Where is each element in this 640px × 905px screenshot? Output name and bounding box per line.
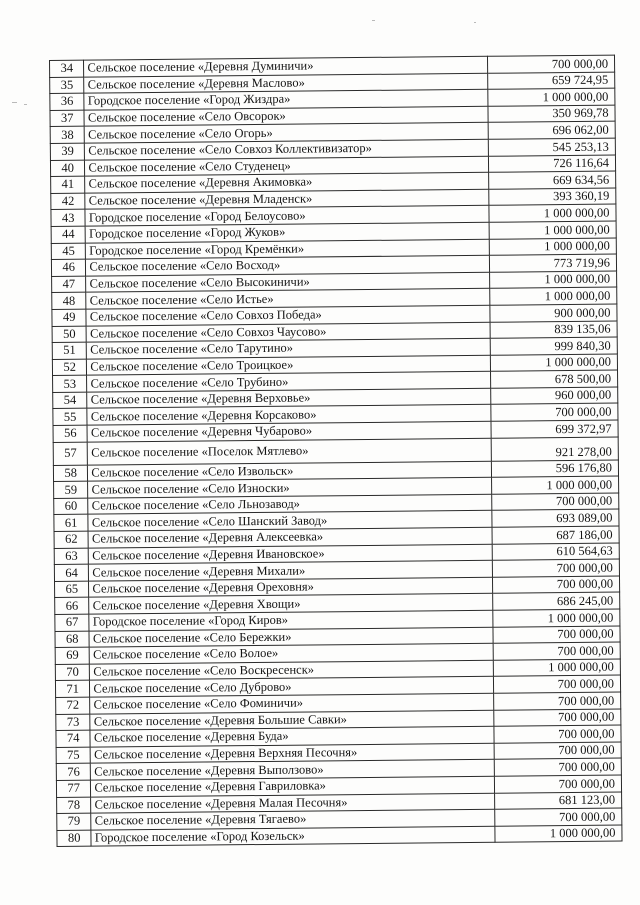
- row-number: 76: [56, 763, 91, 780]
- settlement-name: Сельское поселение «Деревня Большие Савки»: [90, 710, 494, 730]
- allocation-amount: 699 372,97: [491, 420, 618, 438]
- settlement-name: Сельское поселение «Поселок Мятлево»: [88, 438, 492, 465]
- row-number: 62: [54, 531, 89, 548]
- allocation-amount: 700 000,00: [494, 709, 621, 727]
- settlement-name: Городское поселение «Город Киров»: [89, 610, 493, 630]
- allocation-amount: 610 564,63: [493, 543, 620, 561]
- scan-artifact: [372, 20, 375, 21]
- allocation-amount: 700 000,00: [493, 626, 620, 644]
- allocation-amount: 726 116,64: [489, 155, 616, 173]
- row-number: 75: [56, 747, 91, 764]
- row-number: 47: [52, 276, 87, 293]
- row-number: 38: [50, 127, 85, 144]
- allocation-amount: 596 176,80: [492, 460, 619, 478]
- allocation-amount: 700 000,00: [495, 758, 622, 776]
- allocation-amount: 700 000,00: [491, 404, 618, 422]
- settlement-name: Сельское поселение «Село Шанский Завод»: [88, 511, 492, 531]
- allocation-amount: 773 719,96: [490, 254, 617, 272]
- row-number: 50: [52, 326, 87, 343]
- allocation-amount: 545 253,13: [489, 138, 616, 156]
- settlement-name: Сельское поселение «Деревня Акимовка»: [85, 172, 489, 192]
- row-number: 60: [54, 498, 89, 515]
- allocation-amount: 900 000,00: [490, 304, 617, 322]
- allocation-amount: 700 000,00: [488, 55, 615, 73]
- settlement-name: Сельское поселение «Деревня Верховье»: [87, 388, 491, 408]
- row-number: 54: [53, 392, 88, 409]
- allocation-amount: 1 000 000,00: [494, 659, 621, 677]
- row-number: 61: [54, 515, 89, 532]
- allocation-amount: 921 278,00: [492, 437, 619, 461]
- allocation-amount: 1 000 000,00: [490, 238, 617, 256]
- row-number: 51: [52, 342, 87, 359]
- row-number: 64: [54, 564, 89, 581]
- allocation-amount: 659 724,95: [488, 72, 615, 90]
- row-number: 53: [53, 375, 88, 392]
- row-number: 55: [53, 409, 88, 426]
- settlement-name: Сельское поселение «Деревня Ивановское»: [89, 544, 493, 564]
- row-number: 68: [55, 631, 90, 648]
- row-number: 80: [57, 830, 92, 847]
- row-number: 41: [51, 176, 86, 193]
- allocation-amount: 700 000,00: [494, 742, 621, 760]
- allocation-amount: 693 089,00: [492, 509, 619, 527]
- settlement-name: Сельское поселение «Деревня Тягаево»: [91, 809, 495, 829]
- row-number: 70: [55, 664, 90, 681]
- allocation-table: [49, 55, 623, 848]
- allocation-amount: 1 000 000,00: [489, 204, 616, 222]
- settlement-name: Сельское поселение «Село Восход»: [86, 255, 490, 275]
- settlement-name: Сельское поселение «Деревня Алексеевка»: [88, 527, 492, 547]
- allocation-amount: 700 000,00: [492, 493, 619, 511]
- row-number: 59: [54, 481, 89, 498]
- settlement-name: Сельское поселение «Деревня Хвощи»: [89, 594, 493, 614]
- row-number: 65: [55, 581, 90, 598]
- row-number: 39: [50, 143, 85, 160]
- allocation-amount: 687 186,00: [492, 526, 619, 544]
- settlement-name: Городское поселение «Город Белоусово»: [85, 206, 489, 226]
- settlement-name: Сельское поселение «Село Совхоз Чаусово»: [86, 322, 490, 342]
- settlement-name: Сельское поселение «Село Истье»: [86, 289, 490, 309]
- settlement-name: Сельское поселение «Село Совхоз Коллективизатор»: [85, 139, 489, 159]
- settlement-name: Городское поселение «Город Кремёнки»: [86, 239, 490, 259]
- scan-artifact: [474, 22, 476, 23]
- scan-artifact: [12, 102, 17, 103]
- settlement-name: Сельское поселение «Деревня Маслово»: [84, 73, 488, 93]
- row-number: 34: [50, 60, 85, 77]
- settlement-name: Сельское поселение «Деревня Думиничи»: [84, 56, 488, 76]
- allocation-amount: 678 500,00: [491, 370, 618, 388]
- settlement-name: Сельское поселение «Деревня Корсаково»: [87, 405, 491, 425]
- row-number: 77: [56, 780, 91, 797]
- row-number: 57: [53, 442, 88, 465]
- row-number: 35: [50, 77, 85, 94]
- row-number: 74: [56, 730, 91, 747]
- row-number: 72: [56, 697, 91, 714]
- table-body: [50, 55, 623, 847]
- settlement-name: Сельское поселение «Село Овсорок»: [84, 106, 488, 126]
- settlement-name: Сельское поселение «Село Огорь»: [85, 123, 489, 143]
- row-number: 71: [55, 681, 90, 698]
- settlement-name: Сельское поселение «Село Высокиничи»: [86, 272, 490, 292]
- settlement-name: Сельское поселение «Село Тарутино»: [87, 338, 491, 358]
- settlement-name: Сельское поселение «Село Волое»: [90, 643, 494, 663]
- settlement-name: Сельское поселение «Село Совхоз Победа»: [86, 305, 490, 325]
- row-number: 43: [51, 210, 86, 227]
- allocation-amount: 700 000,00: [495, 775, 622, 793]
- allocation-amount: 999 840,30: [491, 337, 618, 355]
- row-number: 63: [54, 548, 89, 565]
- row-number: 45: [51, 243, 86, 260]
- allocation-amount: 839 135,06: [490, 321, 617, 339]
- allocation-amount: 1 000 000,00: [495, 825, 622, 843]
- row-number: 66: [55, 598, 90, 615]
- settlement-name: Сельское поселение «Деревня Михали»: [89, 560, 493, 580]
- row-number: 78: [57, 797, 92, 814]
- allocation-amount: 1 000 000,00: [491, 354, 618, 372]
- settlement-name: Сельское поселение «Деревня Выползово»: [91, 760, 495, 780]
- row-number: 58: [53, 465, 88, 482]
- allocation-amount: 350 969,78: [488, 105, 615, 123]
- row-number: 48: [52, 292, 87, 309]
- allocation-amount: 700 000,00: [494, 675, 621, 693]
- settlement-name: Сельское поселение «Деревня Чубарово»: [87, 421, 491, 441]
- allocation-amount: 700 000,00: [495, 808, 622, 826]
- row-number: 79: [57, 813, 92, 830]
- scan-artifact: [24, 104, 27, 105]
- row-number: 46: [51, 259, 86, 276]
- settlement-name: Сельское поселение «Село Воскресенск»: [90, 660, 494, 680]
- row-number: 36: [50, 93, 85, 110]
- settlement-name: Городское поселение «Город Жиздра»: [84, 89, 488, 109]
- row-number: 49: [52, 309, 87, 326]
- settlement-name: Сельское поселение «Деревня Младенск»: [85, 189, 489, 209]
- allocation-amount: 1 000 000,00: [493, 609, 620, 627]
- settlement-name: Городское поселение «Город Козельск»: [91, 826, 495, 846]
- settlement-name: Сельское поселение «Село Троицкое»: [87, 355, 491, 375]
- allocation-amount: 1 000 000,00: [488, 88, 615, 106]
- row-number: 73: [56, 714, 91, 731]
- allocation-amount: 1 000 000,00: [492, 476, 619, 494]
- allocation-amount: 1 000 000,00: [489, 221, 616, 239]
- row-number: 67: [55, 614, 90, 631]
- settlement-name: Сельское поселение «Деревня Верхняя Песочня»: [91, 743, 495, 763]
- allocation-amount: 700 000,00: [493, 576, 620, 594]
- settlement-name: Сельское поселение «Село Дуброво»: [90, 677, 494, 697]
- row-number: 37: [50, 110, 85, 127]
- row-number: 42: [51, 193, 86, 210]
- allocation-amount: 700 000,00: [494, 692, 621, 710]
- allocation-amount: 696 062,00: [488, 121, 615, 139]
- settlement-name: Сельское поселение «Село Бережки»: [89, 627, 493, 647]
- allocation-amount: 669 634,56: [489, 171, 616, 189]
- row-number: 40: [50, 160, 85, 177]
- allocation-amount: 1 000 000,00: [490, 287, 617, 305]
- row-number: 56: [53, 425, 88, 442]
- row-number: 52: [52, 359, 87, 376]
- settlement-name: Сельское поселение «Село Фоминичи»: [90, 693, 494, 713]
- settlement-name: Сельское поселение «Деревня Ореховня»: [89, 577, 493, 597]
- allocation-amount: 686 245,00: [493, 592, 620, 610]
- allocation-amount: 393 360,19: [489, 188, 616, 206]
- allocation-amount: 700 000,00: [493, 642, 620, 660]
- table-container: [49, 55, 628, 848]
- allocation-amount: 1 000 000,00: [490, 271, 617, 289]
- settlement-name: Городское поселение «Город Жуков»: [86, 222, 490, 242]
- settlement-name: Сельское поселение «Село Льнозавод»: [88, 494, 492, 514]
- settlement-name: Сельское поселение «Село Трубино»: [87, 372, 491, 392]
- allocation-amount: 700 000,00: [494, 725, 621, 743]
- allocation-amount: 960 000,00: [491, 387, 618, 405]
- settlement-name: Сельское поселение «Деревня Гавриловка»: [91, 776, 495, 796]
- settlement-name: Сельское поселение «Село Студенец»: [85, 156, 489, 176]
- row-number: 44: [51, 226, 86, 243]
- row-number: 69: [55, 647, 90, 664]
- settlement-name: Сельское поселение «Село Износки»: [88, 478, 492, 498]
- settlement-name: Сельское поселение «Деревня Малая Песочня»: [91, 793, 495, 813]
- allocation-amount: 681 123,00: [495, 792, 622, 810]
- allocation-amount: 700 000,00: [493, 559, 620, 577]
- settlement-name: Сельское поселение «Село Извольск»: [88, 461, 492, 481]
- settlement-name: Сельское поселение «Деревня Буда»: [90, 726, 494, 746]
